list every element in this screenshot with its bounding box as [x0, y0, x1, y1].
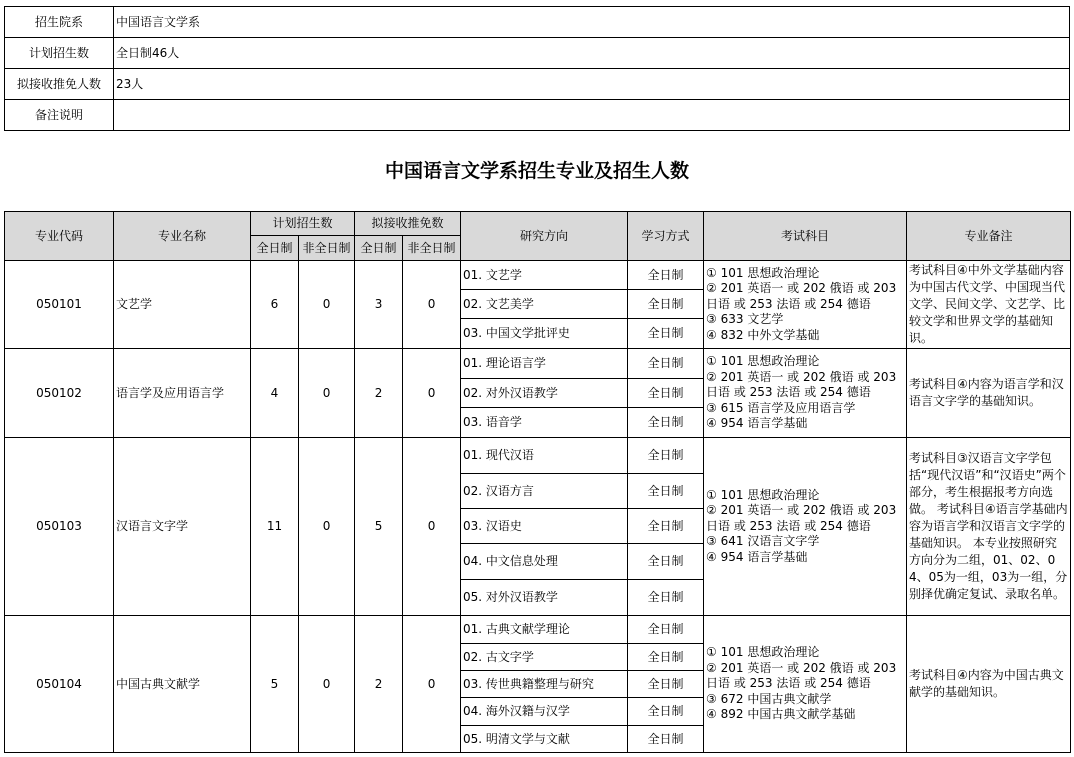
study-mode: 全日制	[628, 319, 704, 349]
study-mode: 全日制	[628, 726, 704, 753]
exam-subjects	[704, 349, 907, 438]
header-mode: 学习方式	[628, 212, 704, 261]
exam-subject-line: ④ 954 语言学基础	[706, 416, 808, 431]
exam-subject-line: ④ 832 中外文学基础	[706, 327, 820, 342]
plan-parttime: 0	[299, 349, 355, 438]
direction: 05. 对外汉语教学	[461, 580, 628, 616]
info-label: 拟接收推免人数	[5, 69, 114, 100]
tuimian-fulltime: 2	[355, 616, 403, 753]
header-subjects: 考试科目	[704, 212, 907, 261]
study-mode: 全日制	[628, 290, 704, 319]
info-label: 备注说明	[5, 100, 114, 131]
direction: 01. 文艺学	[461, 261, 628, 290]
exam-subject-line: ② 201 英语一 或 202 俄语 或 203	[706, 503, 897, 518]
tuimian-fulltime: 5	[355, 438, 403, 616]
info-row	[5, 69, 1070, 100]
plan-parttime: 0	[299, 438, 355, 616]
tuimian-fulltime: 3	[355, 261, 403, 349]
exam-subject-line: ④ 954 语言学基础	[706, 549, 808, 564]
direction: 01. 理论语言学	[461, 349, 628, 379]
info-label: 招生院系	[5, 7, 114, 38]
page-title: 中国语言文学系招生专业及招生人数	[384, 160, 689, 182]
exam-subject-line: ③ 615 语言学及应用语言学	[706, 400, 856, 415]
major-code: 050104	[5, 616, 114, 753]
study-mode: 全日制	[628, 474, 704, 509]
study-mode: 全日制	[628, 616, 704, 644]
study-mode: 全日制	[628, 580, 704, 616]
info-value: 全日制46人	[114, 38, 1070, 69]
study-mode: 全日制	[628, 509, 704, 544]
plan-fulltime: 11	[251, 438, 299, 616]
header-code: 专业代码	[5, 212, 114, 261]
exam-subject-line: ① 101 思想政治理论	[706, 487, 820, 502]
tuimian-parttime: 0	[403, 438, 461, 616]
header-name: 专业名称	[114, 212, 251, 261]
exam-subject-line: ② 201 英语一 或 202 俄语 或 203	[706, 660, 897, 675]
direction: 03. 汉语史	[461, 509, 628, 544]
exam-subject-line: 日语 或 253 法语 或 254 德语	[706, 518, 871, 533]
direction: 01. 现代汉语	[461, 438, 628, 474]
header-tuimian-fulltime: 全日制	[355, 236, 403, 261]
info-value: 中国语言文学系	[114, 7, 1070, 38]
study-mode: 全日制	[628, 671, 704, 698]
plan-fulltime: 4	[251, 349, 299, 438]
exam-subject-line: ① 101 思想政治理论	[706, 645, 820, 660]
plan-fulltime: 5	[251, 616, 299, 753]
major-code: 050103	[5, 438, 114, 616]
exam-subjects	[704, 261, 907, 349]
study-mode: 全日制	[628, 544, 704, 580]
exam-subject-line: ③ 633 文艺学	[706, 312, 784, 327]
header-tuimian-parttime: 非全日制	[403, 236, 461, 261]
header-plan-parttime: 非全日制	[299, 236, 355, 261]
tuimian-parttime: 0	[403, 616, 461, 753]
major-name: 汉语言文字学	[114, 438, 251, 616]
direction: 03. 中国文学批评史	[461, 319, 628, 349]
exam-subject-line: ② 201 英语一 或 202 俄语 或 203	[706, 281, 897, 296]
exam-subject-line: 日语 或 253 法语 或 254 德语	[706, 676, 871, 691]
exam-subject-line: ① 101 思想政治理论	[706, 354, 820, 369]
direction: 05. 明清文学与文献	[461, 726, 628, 753]
exam-subject-line: ④ 892 中国古典文献学基础	[706, 707, 856, 722]
exam-subjects	[704, 438, 907, 616]
info-label: 计划招生数	[5, 38, 114, 69]
tuimian-fulltime: 2	[355, 349, 403, 438]
table-row	[5, 438, 1071, 474]
study-mode: 全日制	[628, 644, 704, 671]
header-plan-fulltime: 全日制	[251, 236, 299, 261]
header-plan: 计划招生数	[251, 212, 355, 236]
info-row	[5, 38, 1070, 69]
direction: 01. 古典文献学理论	[461, 616, 628, 644]
plan-fulltime: 6	[251, 261, 299, 349]
direction: 04. 海外汉籍与汉学	[461, 698, 628, 726]
info-value: 23人	[114, 69, 1070, 100]
direction: 02. 对外汉语教学	[461, 379, 628, 408]
exam-subject-line: ① 101 思想政治理论	[706, 265, 820, 280]
info-table	[4, 6, 1070, 131]
direction: 04. 中文信息处理	[461, 544, 628, 580]
table-row	[5, 349, 1071, 379]
exam-subject-line: ② 201 英语一 或 202 俄语 或 203	[706, 369, 897, 384]
info-row	[5, 100, 1070, 131]
major-name: 语言学及应用语言学	[114, 349, 251, 438]
plan-parttime: 0	[299, 616, 355, 753]
major-remark: 考试科目③汉语言文字学包括“现代汉语”和“汉语史”两个部分，考生根据报考方向选做。 考试科目④语言学基础内容为语言学和汉语言文字学的基础知识。 本专业按照研究方向分为二组，01、02、04、05为一组，03为一组，分别择优确定复试、录取名单。	[907, 438, 1071, 616]
major-remark: 考试科目④中外文学基础内容为中国古代文学、中国现当代文学、民间文学、文艺学、比较文学和世界文学的基础知识。	[907, 261, 1071, 349]
study-mode: 全日制	[628, 438, 704, 474]
tuimian-parttime: 0	[403, 261, 461, 349]
exam-subject-line: 日语 或 253 法语 或 254 德语	[706, 296, 871, 311]
direction: 02. 汉语方言	[461, 474, 628, 509]
exam-subject-line: ③ 641 汉语言文字学	[706, 534, 820, 549]
table-row	[5, 616, 1071, 644]
exam-subjects	[704, 616, 907, 753]
direction: 03. 传世典籍整理与研究	[461, 671, 628, 698]
major-remark: 考试科目④内容为中国古典文献学的基础知识。	[907, 616, 1071, 753]
direction: 02. 古文字学	[461, 644, 628, 671]
major-name: 中国古典文献学	[114, 616, 251, 753]
header-remark: 专业备注	[907, 212, 1071, 261]
direction: 02. 文艺美学	[461, 290, 628, 319]
study-mode: 全日制	[628, 698, 704, 726]
study-mode: 全日制	[628, 261, 704, 290]
major-code: 050102	[5, 349, 114, 438]
table-row	[5, 261, 1071, 290]
exam-subject-line: ③ 672 中国古典文献学	[706, 691, 832, 706]
info-value	[114, 100, 1070, 131]
tuimian-parttime: 0	[403, 349, 461, 438]
direction: 03. 语音学	[461, 408, 628, 438]
plan-parttime: 0	[299, 261, 355, 349]
header-tuimian: 拟接收推免数	[355, 212, 461, 236]
study-mode: 全日制	[628, 349, 704, 379]
study-mode: 全日制	[628, 408, 704, 438]
study-mode: 全日制	[628, 379, 704, 408]
major-code: 050101	[5, 261, 114, 349]
major-remark: 考试科目④内容为语言学和汉语言文字学的基础知识。	[907, 349, 1071, 438]
major-name: 文艺学	[114, 261, 251, 349]
info-row	[5, 7, 1070, 38]
exam-subject-line: 日语 或 253 法语 或 254 德语	[706, 385, 871, 400]
header-direction: 研究方向	[461, 212, 628, 261]
majors-table	[4, 211, 1071, 753]
